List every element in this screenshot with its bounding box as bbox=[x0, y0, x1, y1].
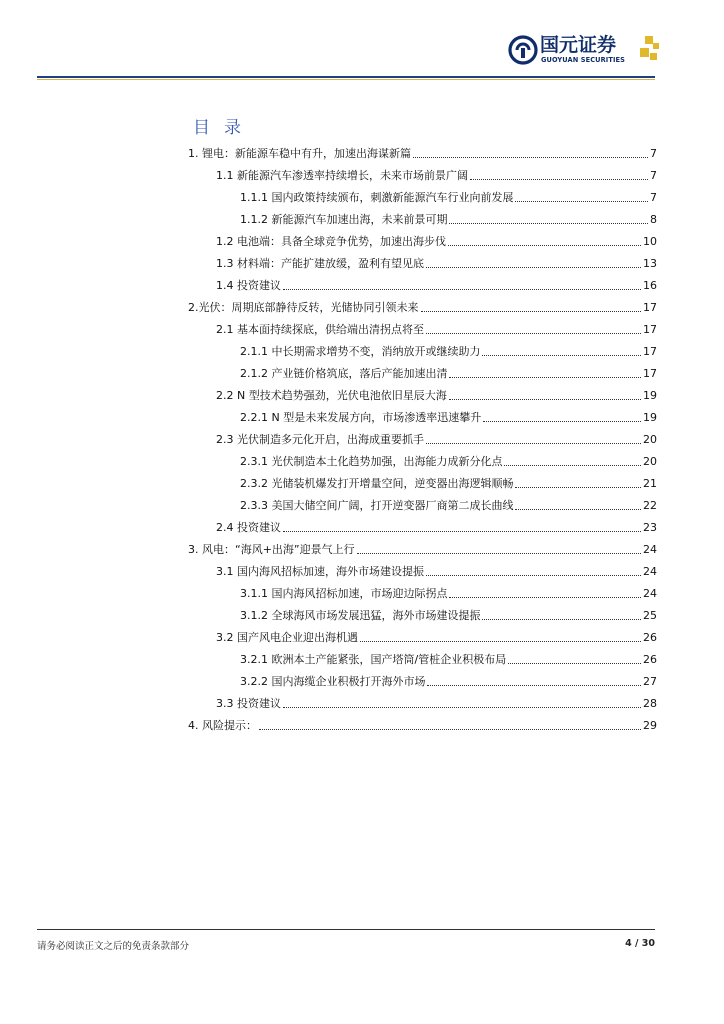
toc-entry[interactable] bbox=[188, 184, 657, 204]
toc-leader bbox=[426, 433, 641, 444]
toc-entry-label: 1.1.1 国内政策持续颁布，刺激新能源汽车行业向前发展 bbox=[240, 191, 514, 204]
toc-leader bbox=[283, 279, 641, 290]
toc-entry[interactable] bbox=[188, 206, 657, 226]
toc-entry[interactable] bbox=[188, 646, 657, 666]
toc-entry[interactable] bbox=[188, 558, 657, 578]
toc-entry-page: 7 bbox=[650, 169, 657, 182]
toc-entry-label: 1.4 投资建议 bbox=[216, 279, 281, 292]
toc-entry[interactable] bbox=[188, 404, 657, 424]
toc-leader bbox=[360, 631, 641, 642]
toc-entry-page: 16 bbox=[643, 279, 657, 292]
logo-chinese-name: 国元证券 bbox=[540, 34, 617, 56]
toc-leader bbox=[504, 455, 641, 466]
toc-leader bbox=[449, 213, 648, 224]
footer-page-number: 4 / 30 bbox=[625, 938, 655, 949]
toc-entry-page: 7 bbox=[650, 191, 657, 204]
toc-entry[interactable] bbox=[188, 470, 657, 490]
toc-entry[interactable] bbox=[188, 580, 657, 600]
toc-leader bbox=[283, 697, 641, 708]
toc-entry-label: 2.1 基本面持续探底，供给端出清拐点将至 bbox=[216, 323, 424, 336]
toc-leader bbox=[426, 323, 641, 334]
footer-rule bbox=[37, 929, 655, 930]
toc-entry-label: 2.3.2 光储装机爆发打开增量空间，逆变器出海逻辑顺畅 bbox=[240, 477, 514, 490]
toc-entry-label: 3.2.1 欧洲本土产能紧张，国产塔筒/管桩企业积极布局 bbox=[240, 653, 507, 666]
toc-entry[interactable] bbox=[188, 426, 657, 446]
toc-entry[interactable] bbox=[188, 338, 657, 358]
toc-entry[interactable] bbox=[188, 294, 657, 314]
toc-entry-label: 2.3 光伏制造多元化开启，出海成重要抓手 bbox=[216, 433, 424, 446]
page-header bbox=[0, 0, 724, 80]
toc-entry[interactable] bbox=[188, 492, 657, 512]
toc-entry[interactable] bbox=[188, 668, 657, 688]
toc-entry[interactable] bbox=[188, 162, 657, 182]
toc-leader bbox=[515, 477, 641, 488]
toc-entry-page: 28 bbox=[643, 697, 657, 710]
header-rule-gold bbox=[37, 79, 655, 80]
toc-entry-page: 19 bbox=[643, 389, 657, 402]
toc-leader bbox=[515, 499, 641, 510]
toc-entry[interactable] bbox=[188, 448, 657, 468]
toc-entry-label: 2.3.3 美国大储空间广阔，打开逆变器厂商第二成长曲线 bbox=[240, 499, 514, 512]
toc-entry-page: 25 bbox=[643, 609, 657, 622]
toc-entry-page: 24 bbox=[643, 543, 657, 556]
toc-entry-page: 19 bbox=[643, 411, 657, 424]
toc-entry-page: 13 bbox=[643, 257, 657, 270]
toc-entry-page: 8 bbox=[650, 213, 657, 226]
toc-entry-page: 21 bbox=[643, 477, 657, 490]
toc-entry-label: 1.3 材料端：产能扩建放缓，盈利有望见底 bbox=[216, 257, 424, 270]
toc-leader bbox=[357, 543, 641, 554]
toc-entry-page: 29 bbox=[643, 719, 657, 732]
toc-entry-label: 1.2 电池端：具备全球竞争优势，加速出海步伐 bbox=[216, 235, 446, 248]
toc-entry-label: 2.3.1 光伏制造本土化趋势加强，出海能力成新分化点 bbox=[240, 455, 503, 468]
toc-entry-label: 1.1.2 新能源汽车加速出海，未来前景可期 bbox=[240, 213, 448, 226]
toc-entry-page: 10 bbox=[643, 235, 657, 248]
toc-entry-page: 17 bbox=[643, 323, 657, 336]
footer-disclaimer: 请务必阅读正文之后的免责条款部分 bbox=[37, 941, 190, 952]
toc-leader bbox=[482, 345, 641, 356]
toc-entry-page: 20 bbox=[643, 455, 657, 468]
toc-entry-label: 3.2 国产风电企业迎出海机遇 bbox=[216, 631, 358, 644]
toc-entry-label: 2.2 N 型技术趋势强劲，光伏电池依旧星辰大海 bbox=[216, 389, 447, 402]
toc-entry[interactable] bbox=[188, 602, 657, 622]
toc-entry-page: 27 bbox=[643, 675, 657, 688]
toc-entry-page: 17 bbox=[643, 345, 657, 358]
toc-entry[interactable] bbox=[188, 690, 657, 710]
logo-gold-squares-icon bbox=[636, 36, 660, 64]
toc-entry-page: 22 bbox=[643, 499, 657, 512]
toc-entry[interactable] bbox=[188, 140, 657, 160]
toc-entry-page: 24 bbox=[643, 565, 657, 578]
toc-entry-label: 4. 风险提示： bbox=[188, 719, 257, 732]
toc-leader bbox=[483, 411, 641, 422]
toc-entry-page: 17 bbox=[643, 367, 657, 380]
toc-entry-label: 3.1 国内海风招标加速，海外市场建设提振 bbox=[216, 565, 424, 578]
toc-leader bbox=[426, 257, 641, 268]
toc-entry-label: 2.1.1 中长期需求增势不变，消纳放开或继续助力 bbox=[240, 345, 481, 358]
toc-entry-page: 23 bbox=[643, 521, 657, 534]
toc-leader bbox=[470, 169, 648, 180]
logo-emblem-icon bbox=[508, 34, 540, 66]
toc-entry-page: 24 bbox=[643, 587, 657, 600]
toc-entry-page: 7 bbox=[650, 147, 657, 160]
toc-entry-label: 3.3 投资建议 bbox=[216, 697, 281, 710]
toc-entry[interactable] bbox=[188, 272, 657, 292]
toc-leader bbox=[449, 367, 641, 378]
toc-leader bbox=[283, 521, 641, 532]
toc-entry[interactable] bbox=[188, 536, 657, 556]
toc-leader bbox=[421, 301, 642, 312]
toc-entry[interactable] bbox=[188, 624, 657, 644]
toc-leader bbox=[508, 653, 641, 664]
toc-entry-label: 2.光伏：周期底部静待反转，光储协同引领未来 bbox=[188, 301, 419, 314]
toc-entry-label: 3.1.1 国内海风招标加速，市场迎边际拐点 bbox=[240, 587, 448, 600]
toc-leader bbox=[427, 675, 641, 686]
toc-entry-label: 2.2.1 N 型是未来发展方向，市场渗透率迅速攀升 bbox=[240, 411, 482, 424]
toc-entry-page: 26 bbox=[643, 631, 657, 644]
toc-entry[interactable] bbox=[188, 228, 657, 248]
toc-entry[interactable] bbox=[188, 250, 657, 270]
toc-entry[interactable] bbox=[188, 712, 657, 732]
toc-leader bbox=[449, 587, 641, 598]
toc-leader bbox=[259, 719, 641, 730]
toc-entry[interactable] bbox=[188, 382, 657, 402]
toc-entry-page: 26 bbox=[643, 653, 657, 666]
toc-entry-label: 2.4 投资建议 bbox=[216, 521, 281, 534]
toc-leader bbox=[448, 235, 641, 246]
toc-entry-label: 3. 风电：“海风+出海”迎景气上行 bbox=[188, 543, 355, 556]
toc-entry-page: 20 bbox=[643, 433, 657, 446]
toc-entry-label: 3.2.2 国内海缆企业积极打开海外市场 bbox=[240, 675, 426, 688]
toc-entry[interactable] bbox=[188, 360, 657, 380]
toc-leader bbox=[482, 609, 641, 620]
toc-title: 目录 bbox=[193, 118, 255, 138]
header-rule bbox=[37, 76, 655, 78]
toc-leader bbox=[413, 147, 648, 158]
toc-leader bbox=[449, 389, 641, 400]
logo-english-name: GUOYUAN SECURITIES bbox=[541, 56, 625, 64]
toc-entry-label: 3.1.2 全球海风市场发展迅猛，海外市场建设提振 bbox=[240, 609, 481, 622]
toc-leader bbox=[515, 191, 648, 202]
toc-entry-label: 1. 锂电：新能源车稳中有升，加速出海谋新篇 bbox=[188, 147, 411, 160]
toc-entry-page: 17 bbox=[643, 301, 657, 314]
toc-entry-label: 2.1.2 产业链价格筑底，落后产能加速出清 bbox=[240, 367, 448, 380]
toc-entry[interactable] bbox=[188, 514, 657, 534]
toc-entry-label: 1.1 新能源汽车渗透率持续增长，未来市场前景广阔 bbox=[216, 169, 468, 182]
toc-leader bbox=[426, 565, 641, 576]
toc-entry[interactable] bbox=[188, 316, 657, 336]
